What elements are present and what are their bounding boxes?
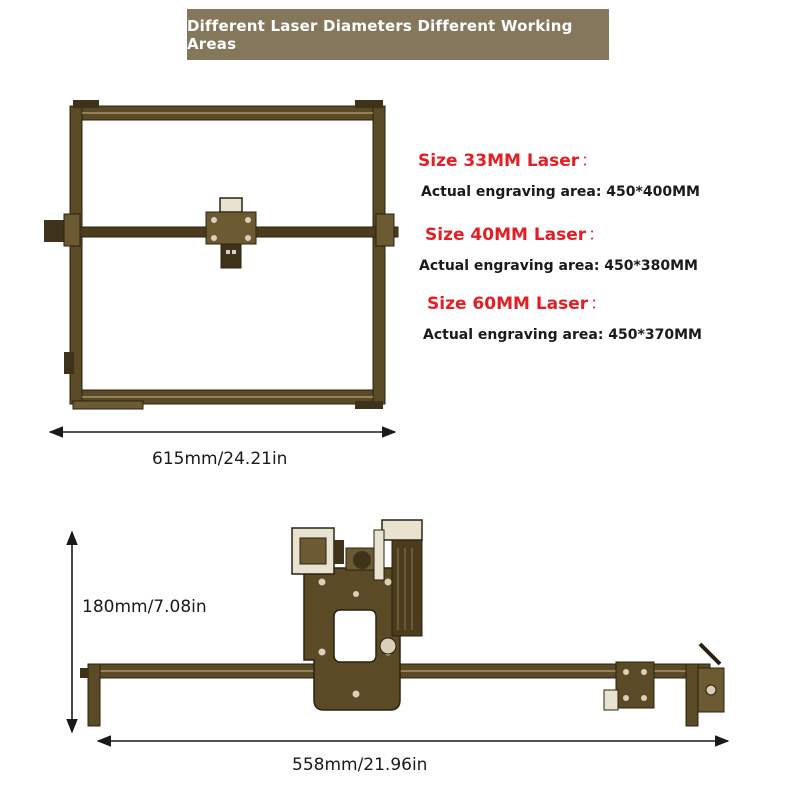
spec-60mm-area: Actual engraving area: 450*370MM <box>423 327 702 343</box>
side-height-label: 180mm/7.08in <box>82 597 207 617</box>
spec-60mm: Size 60MM Laser ： Actual engraving area: 450*370MM <box>423 294 702 343</box>
spec-33mm-title: Size 33MM Laser <box>418 151 580 171</box>
spec-33mm: Size 33MM Laser ： Actual engraving area: 450*400MM <box>418 151 700 200</box>
top-view-frame <box>44 100 398 409</box>
spec-40mm: Size 40MM Laser ： Actual engraving area: 450*380MM <box>419 225 698 274</box>
banner-title: Different Laser Diameters Different Working Areas <box>187 16 573 53</box>
spec-33mm-area: Actual engraving area: 450*400MM <box>421 184 700 200</box>
side-width-label: 558mm/21.96in <box>292 755 428 775</box>
side-view-machine <box>80 520 724 726</box>
spec-40mm-title: Size 40MM Laser <box>425 225 587 245</box>
spec-40mm-area: Actual engraving area: 450*380MM <box>419 258 698 274</box>
top-width-label: 615mm/24.21in <box>152 449 288 469</box>
spec-60mm-title: Size 60MM Laser <box>427 294 589 314</box>
